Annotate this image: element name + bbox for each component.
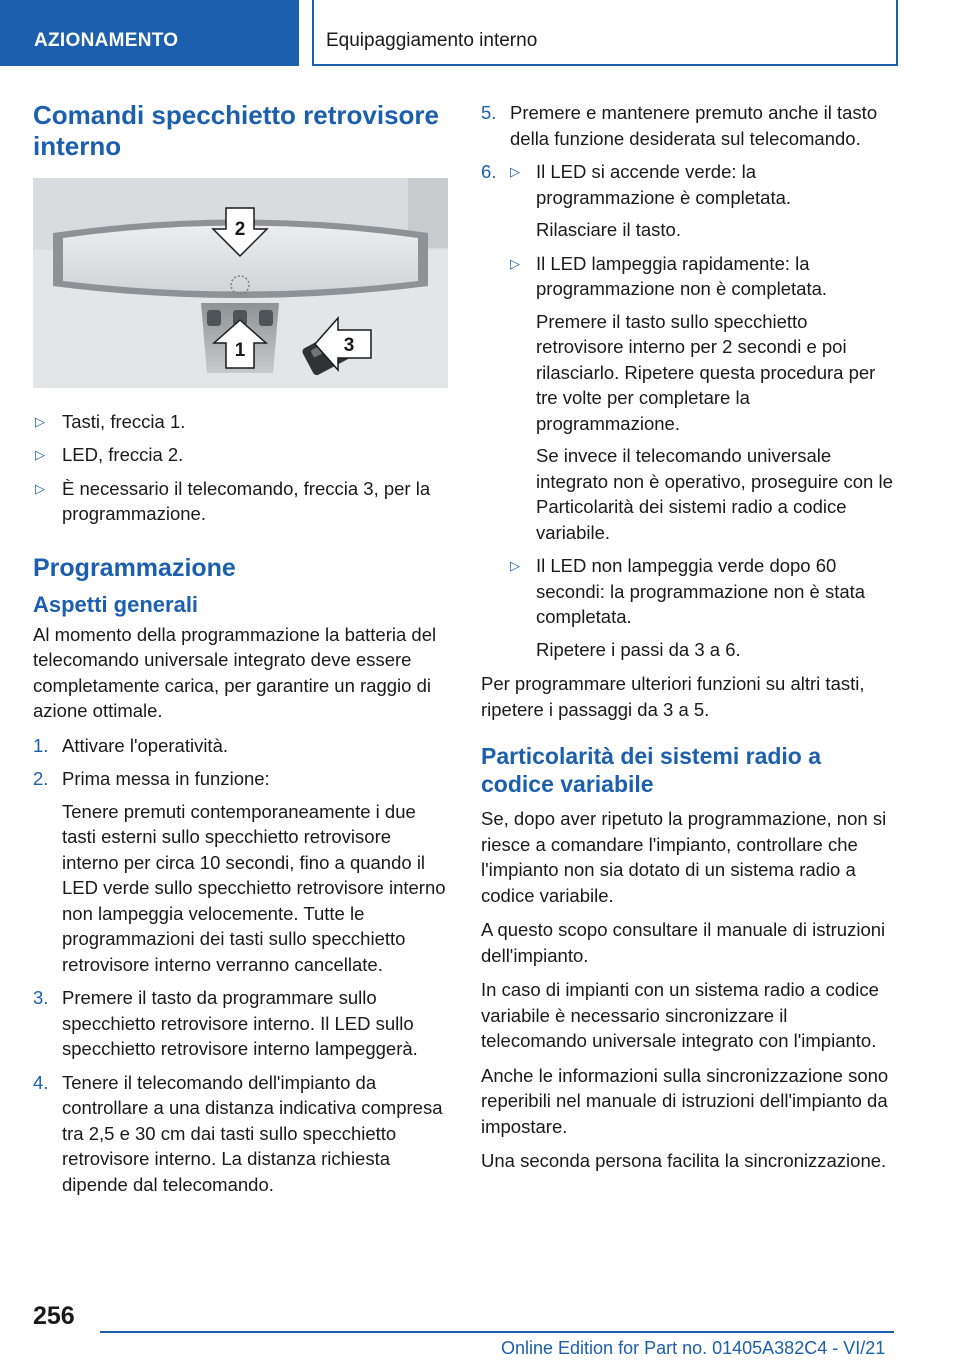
triangle-bullet-icon: ▷: [510, 255, 520, 271]
paragraph: Una seconda persona facilita la sincronizzazione.: [481, 1150, 887, 1171]
paragraph: In caso di impianti con un sistema radio a codice variabile è necessario sincronizzare il telecomando universale integrato con l'impianto.: [481, 979, 879, 1051]
subsection-tab: [312, 0, 898, 66]
list-item: 2. Prima messa in funzione: Tenere premuti contemporaneamente i due tasti esterni sullo specchietto retrovisore interno per circa 10 secondi, fino a quando il LED verde sullo specchietto retrovisore interno non lampeggia velocemente. Tutte le programmazioni dei tasti sullo specchietto retrovisore interno verranno cancellate.: [33, 766, 449, 977]
list-item: 6. ▷ Il LED si accende verde: la programmazione è completata. Rilasciare il tasto. ▷ Il LED lampeggia rapidamente: la programmazione non è completata. Premere il tasto sullo specchietto retrovisore interno per 2 secondi e poi rilasciarlo. Ripetere questa procedura per tre volte per completare la programmazione. Se invece il telecomando universale integrato non è operativo, proseguire con le Particolarità dei sistemi radio a codice variabile. ▷ Il LED non lampeggia verde dopo 60 secondi: la programmazione non è stata completata. Ripetere i passi da 3 a 6.: [481, 159, 897, 662]
triangle-bullet-icon: ▷: [35, 480, 45, 496]
triangle-bullet-icon: ▷: [510, 164, 520, 179]
list-item: ▷ Tasti, freccia 1.: [33, 409, 449, 435]
figure-label-3: 3: [343, 335, 355, 356]
step-detail: Tenere premuti contemporaneamente i due tasti esterni sullo specchietto retrovisore interno per circa 10 secondi, fino a quando il LED verde sullo specchietto retrovisore interno non lampeggia velocemente. Tutte le programmazioni dei tasti sullo specchietto retrovisore interno verranno cancellate.: [62, 800, 446, 975]
figure-label-2: 2: [234, 219, 246, 240]
list-item: 3. Premere il tasto da programmare sullo specchietto retrovisore interno. Il LED sullo specchietto retrovisore interno lampeggerà.: [33, 987, 418, 1059]
list-item: ▷ Il LED si accende verde: la programmazione è completata. Rilasciare il tasto.: [510, 161, 792, 240]
footer-divider: [100, 1331, 894, 1333]
triangle-bullet-icon: ▷: [35, 413, 45, 429]
steps-list: [33, 733, 449, 1198]
list-item: 1. Attivare l'operatività.: [33, 734, 228, 756]
right-column: [481, 100, 897, 1183]
paragraph: Se, dopo aver ripetuto la programmazione, non si riesce a comandare l'impianto, controllare che l'impianto non sia dotato di un sistema radio a codice variabile.: [481, 808, 887, 906]
list-item: ▷ LED, freccia 2.: [33, 442, 449, 468]
figure-legend-list: [33, 409, 449, 527]
page-number: 256: [33, 1302, 75, 1330]
list-item: ▷ Il LED lampeggia rapidamente: la programmazione non è completata. Premere il tasto sullo specchietto retrovisore interno per 2 secondi e poi rilasciarlo. Ripetere questa procedura per tre volte per completare la programmazione. Se invece il telecomando universale integrato non è operativo, proseguire con le Particolarità dei sistemi radio a codice variabile.: [510, 252, 893, 543]
steps-list-continued: [481, 100, 897, 662]
result-list: [510, 159, 897, 662]
list-item: 5. Premere e mantenere premuto anche il tasto della funzione desiderata sul telecomando.: [481, 102, 878, 149]
mirror-controls-heading: Comandi specchietto retrovisore interno: [33, 100, 439, 161]
intro-paragraph: Al momento della programmazione la batteria del telecomando universale integrato deve essere completamente carica, per garantire un raggio di azione ottimale.: [33, 623, 437, 721]
figure-label-1: 1: [234, 340, 246, 361]
list-item: 4. Tenere il telecomando dell'impianto da controllare a una distanza indicativa compresa tra 2,5 e 30 cm dai tasti sullo specchietto retrovisore interno. La distanza richiesta dipende dal telecomando.: [33, 1071, 443, 1195]
programming-heading: Programmazione: [33, 553, 236, 582]
mirror-controls-figure: [33, 178, 448, 388]
general-aspects-heading: Aspetti generali: [33, 591, 199, 617]
subsection-title: Equipaggiamento interno: [326, 30, 538, 51]
left-column: [33, 100, 449, 1206]
paragraph: Anche le informazioni sulla sincronizzazione sono reperibili nel manuale di istruzioni dell'impianto da impostare.: [481, 1064, 889, 1137]
edition-note: Online Edition for Part no. 01405A382C4 - VI/21: [501, 1338, 886, 1358]
paragraph: A questo scopo consultare il manuale di istruzioni dell'impianto.: [481, 919, 886, 966]
section-title: AZIONAMENTO: [34, 30, 179, 51]
list-item: ▷ È necessario il telecomando, freccia 3, per la programmazione.: [35, 477, 431, 524]
section-tab: [0, 0, 299, 66]
triangle-bullet-icon: ▷: [35, 447, 45, 462]
rolling-code-heading: Particolarità dei sistemi radio a codice variabile: [481, 743, 822, 797]
page-header: [0, 0, 960, 66]
list-item: ▷ Il LED non lampeggia verde dopo 60 secondi: la programmazione non è stata completata. Ripetere i passi da 3 a 6.: [510, 555, 866, 660]
page-footer: [0, 1290, 960, 1362]
triangle-bullet-icon: ▷: [510, 558, 520, 573]
repeat-paragraph: Per programmare ulteriori funzioni su altri tasti, ripetere i passaggi da 3 a 5.: [481, 673, 865, 720]
